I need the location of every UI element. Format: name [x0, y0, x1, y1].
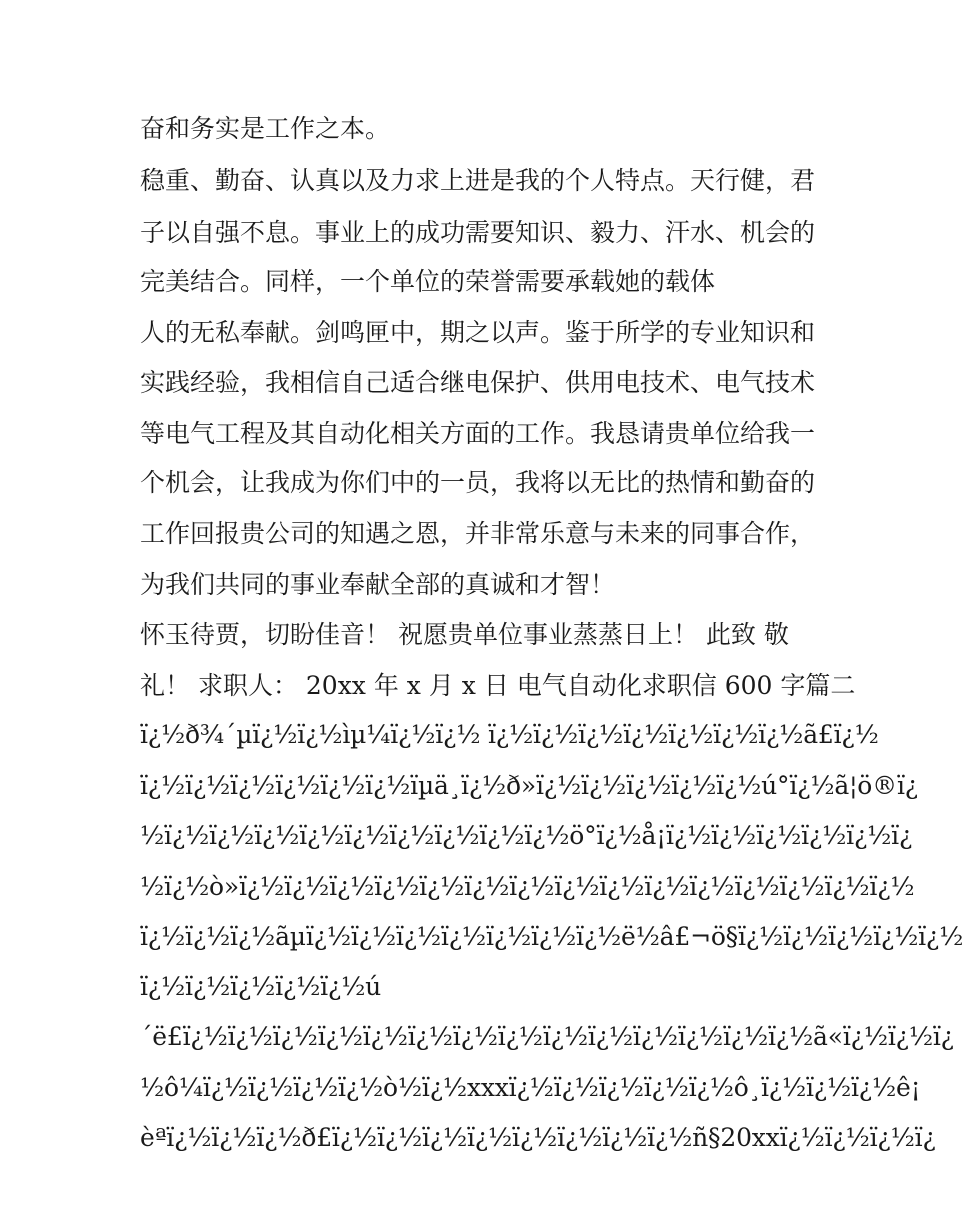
garbled-text-line: ½ï¿½ò»ï¿½ï¿½ï¿½ï¿½ï¿½ï¿½ï¿½ï¿½ï¿½ï¿½ï¿½ï¿½ï¿½ï¿½ï¿½ [140, 872, 915, 901]
paragraph-line: 子以自强不息。事业上的成功需要知识、毅力、汗水、机会的 [140, 218, 816, 247]
garbled-text-line: èªï¿½ï¿½ï¿½ð£ï¿½ï¿½ï¿½ï¿½ï¿½ï¿½ï¿½ï¿½ñ§20xxï¿½ï¿½ï¿½ï¿ [140, 1123, 936, 1152]
paragraph-line: 个机会，让我成为你们中的一员，我将以无比的热情和勤奋的 [140, 468, 816, 497]
paragraph-line: 稳重、勤奋、认真以及力求上进是我的个人特点。天行健，君 [140, 166, 816, 195]
paragraph-line: 工作回报贵公司的知遇之恩，并非常乐意与未来的同事合作， [140, 519, 816, 548]
garbled-text-line: ´ë£ï¿½ï¿½ï¿½ï¿½ï¿½ï¿½ï¿½ï¿½ï¿½ï¿½ï¿½ï¿½ï¿½ï¿½ã«ï¿½ï¿½ï¿ [140, 1022, 954, 1051]
garbled-text-line: ½ï¿½ï¿½ï¿½ï¿½ï¿½ï¿½ï¿½ï¿½ï¿½ö°ï¿½å¡ï¿½ï¿½ï¿½ï¿½ï¿½ï¿ [140, 821, 913, 850]
paragraph-line: 礼！ 求职人： 20xx 年 x 月 x 日 电气自动化求职信 600 字篇二 [140, 671, 856, 700]
garbled-text-line: ½ô¼ï¿½ï¿½ï¿½ï¿½ò½ï¿½xxxï¿½ï¿½ï¿½ï¿½ï¿½ô¸ï¿½ï¿½ï¿½ê¡ [140, 1073, 921, 1102]
paragraph-line: 完美结合。同样，一个单位的荣誉需要承载她的载体 [140, 267, 716, 296]
paragraph-line: 实践经验，我相信自己适合继电保护、供用电技术、电气技术 [140, 368, 816, 397]
garbled-text-line: ï¿½ï¿½ï¿½ï¿½ï¿½ú [140, 972, 382, 1001]
paragraph-line: 为我们共同的事业奉献全部的真诚和才智！ [140, 570, 616, 599]
garbled-text-line: ï¿½ï¿½ï¿½ï¿½ï¿½ï¿½ïµä¸ï¿½ð»ï¿½ï¿½ï¿½ï¿½ï¿½ú°ï¿½ã¦ö®ï¿ [140, 771, 918, 800]
paragraph-line: 怀玉待贾，切盼佳音！ 祝愿贵单位事业蒸蒸日上！ 此致 敬 [140, 620, 789, 649]
paragraph-line: 等电气工程及其自动化相关方面的工作。我恳请贵单位给我一 [140, 419, 816, 448]
paragraph-line: 奋和务实是工作之本。 [140, 114, 391, 143]
paragraph-line: 人的无私奉献。剑鸣匣中，期之以声。鉴于所学的专业知识和 [140, 318, 816, 347]
garbled-text-line: ï¿½ð¾´µï¿½ï¿½ìµ¼ï¿½ï¿½ ï¿½ï¿½ï¿½ï¿½ï¿½ï¿½ï¿½ã£ï¿½ [140, 720, 879, 749]
garbled-text-line: ï¿½ï¿½ï¿½ãµï¿½ï¿½ï¿½ï¿½ï¿½ï¿½ï¿½ë½â£¬ö§ï¿½ï¿½ï¿½ï¿½ï¿½ [140, 922, 963, 951]
